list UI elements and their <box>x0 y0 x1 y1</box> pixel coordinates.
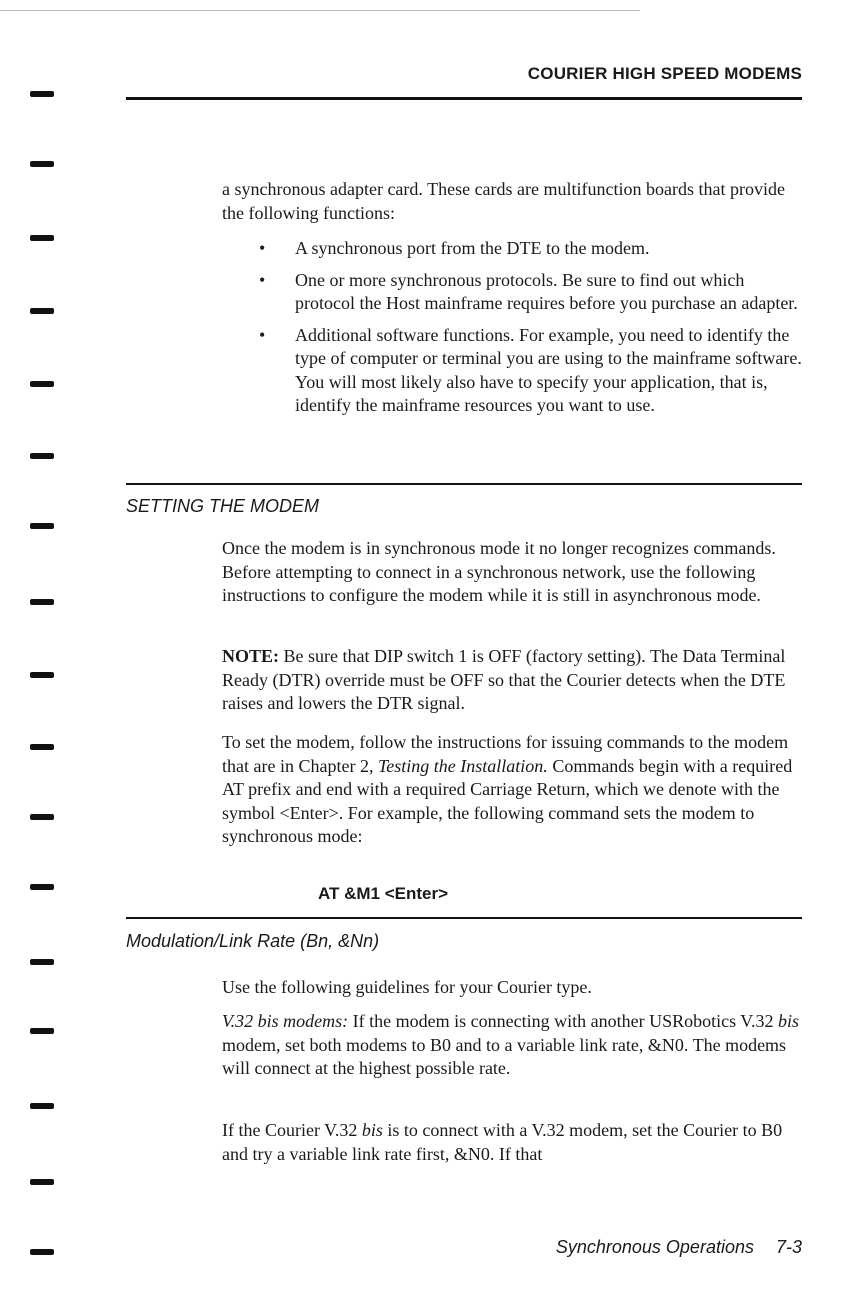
bullet-icon: • <box>259 269 266 290</box>
setting-paragraph-3 <box>222 731 807 849</box>
list-item <box>222 237 807 261</box>
margin-tab-mark <box>30 814 54 820</box>
modulation-paragraph-1: Use the following guidelines for your Courier type. <box>222 977 592 997</box>
paragraph-text: is to connect with a V.32 modem, set the Courier to B0 and try a variable link rate first, &N0. If that <box>222 1120 783 1164</box>
margin-tab-mark <box>30 884 54 890</box>
paragraph-text: If the Courier V.32 <box>222 1120 362 1140</box>
note-paragraph <box>222 645 807 716</box>
margin-tab-mark <box>30 381 54 387</box>
page-footer <box>556 1237 802 1258</box>
section-rule <box>126 917 802 919</box>
margin-tab-mark <box>30 1028 54 1034</box>
margin-tab-mark <box>30 453 54 459</box>
margin-tab-mark <box>30 235 54 241</box>
margin-tab-mark <box>30 959 54 965</box>
margin-tab-mark <box>30 308 54 314</box>
setting-paragraph-1: Once the modem is in synchronous mode it no longer recognizes commands. Before attempting to connect in a synchronous network, use the following instructions to configure the modem while it is still in asynchronous mode. <box>222 538 776 605</box>
function-bullet-list <box>222 237 807 426</box>
margin-tab-mark <box>30 1179 54 1185</box>
bis-term: bis <box>777 1011 799 1031</box>
modulation-paragraph-2 <box>222 1010 807 1081</box>
list-item <box>222 324 807 418</box>
bis-term: bis <box>361 1120 383 1140</box>
list-item-text: A synchronous port from the DTE to the modem. <box>295 238 650 258</box>
paragraph-text: Commands begin with a required AT prefix and end with a required Carriage Return, which we denote with the symbol <Enter>. For example, the following command sets the modem to synchronous mode: <box>222 755 793 846</box>
header-rule <box>126 97 802 100</box>
section-heading-modulation-link-rate: Modulation/Link Rate (Bn, &Nn) <box>126 931 380 951</box>
scan-top-edge-line <box>0 10 640 11</box>
footer-section-title: Synchronous Operations <box>555 1237 754 1257</box>
margin-tab-mark <box>30 672 54 678</box>
margin-tab-mark <box>30 161 54 167</box>
section-heading-setting-the-modem: SETTING THE MODEM <box>126 496 319 516</box>
list-item <box>222 269 807 316</box>
modulation-paragraph-3 <box>222 1119 807 1166</box>
modem-type-label: V.32 bis modems: <box>222 1011 349 1031</box>
paragraph-text: To set the modem, follow the instructions for issuing commands to the modem that are in Chapter 2, <box>222 732 789 776</box>
margin-tab-mark <box>30 599 54 605</box>
margin-tab-mark <box>30 91 54 97</box>
margin-tab-mark <box>30 1249 54 1255</box>
bullet-icon: • <box>259 324 266 345</box>
running-header-title: COURIER HIGH SPEED MODEMS <box>527 64 802 83</box>
margin-tab-mark <box>30 744 54 750</box>
paragraph-text: modem, set both modems to B0 and to a variable link rate, &N0. The modems will connect at the highest possible rate. <box>222 1034 787 1078</box>
paragraph-text: If the modem is connecting with another USRobotics V.32 <box>348 1011 778 1031</box>
intro-paragraph: a synchronous adapter card. These cards are multifunction boards that provide the following functions: <box>222 179 785 223</box>
margin-tab-mark <box>30 523 54 529</box>
note-label: NOTE: <box>222 646 280 666</box>
chapter-reference: Testing the Installation. <box>377 755 548 776</box>
note-text: Be sure that DIP switch 1 is OFF (factory setting). The Data Terminal Ready (DTR) override must be OFF so that the Courier detects when the DTE raises and lowers the DTR signal. <box>222 646 786 713</box>
margin-tab-mark <box>30 1103 54 1109</box>
page-number: 7-3 <box>775 1237 802 1257</box>
list-item-text: Additional software functions. For example, you need to identify the type of computer or terminal you are using to the mainframe software. You will most likely also have to specify your application, that is, identify the mainframe resources you want to use. <box>295 324 802 415</box>
section-rule <box>126 483 802 485</box>
command-example: AT &M1 <Enter> <box>318 884 449 903</box>
list-item-text: One or more synchronous protocols. Be sure to find out which protocol the Host mainframe requires before you purchase an adapter. <box>295 269 798 313</box>
bullet-icon: • <box>259 238 266 258</box>
